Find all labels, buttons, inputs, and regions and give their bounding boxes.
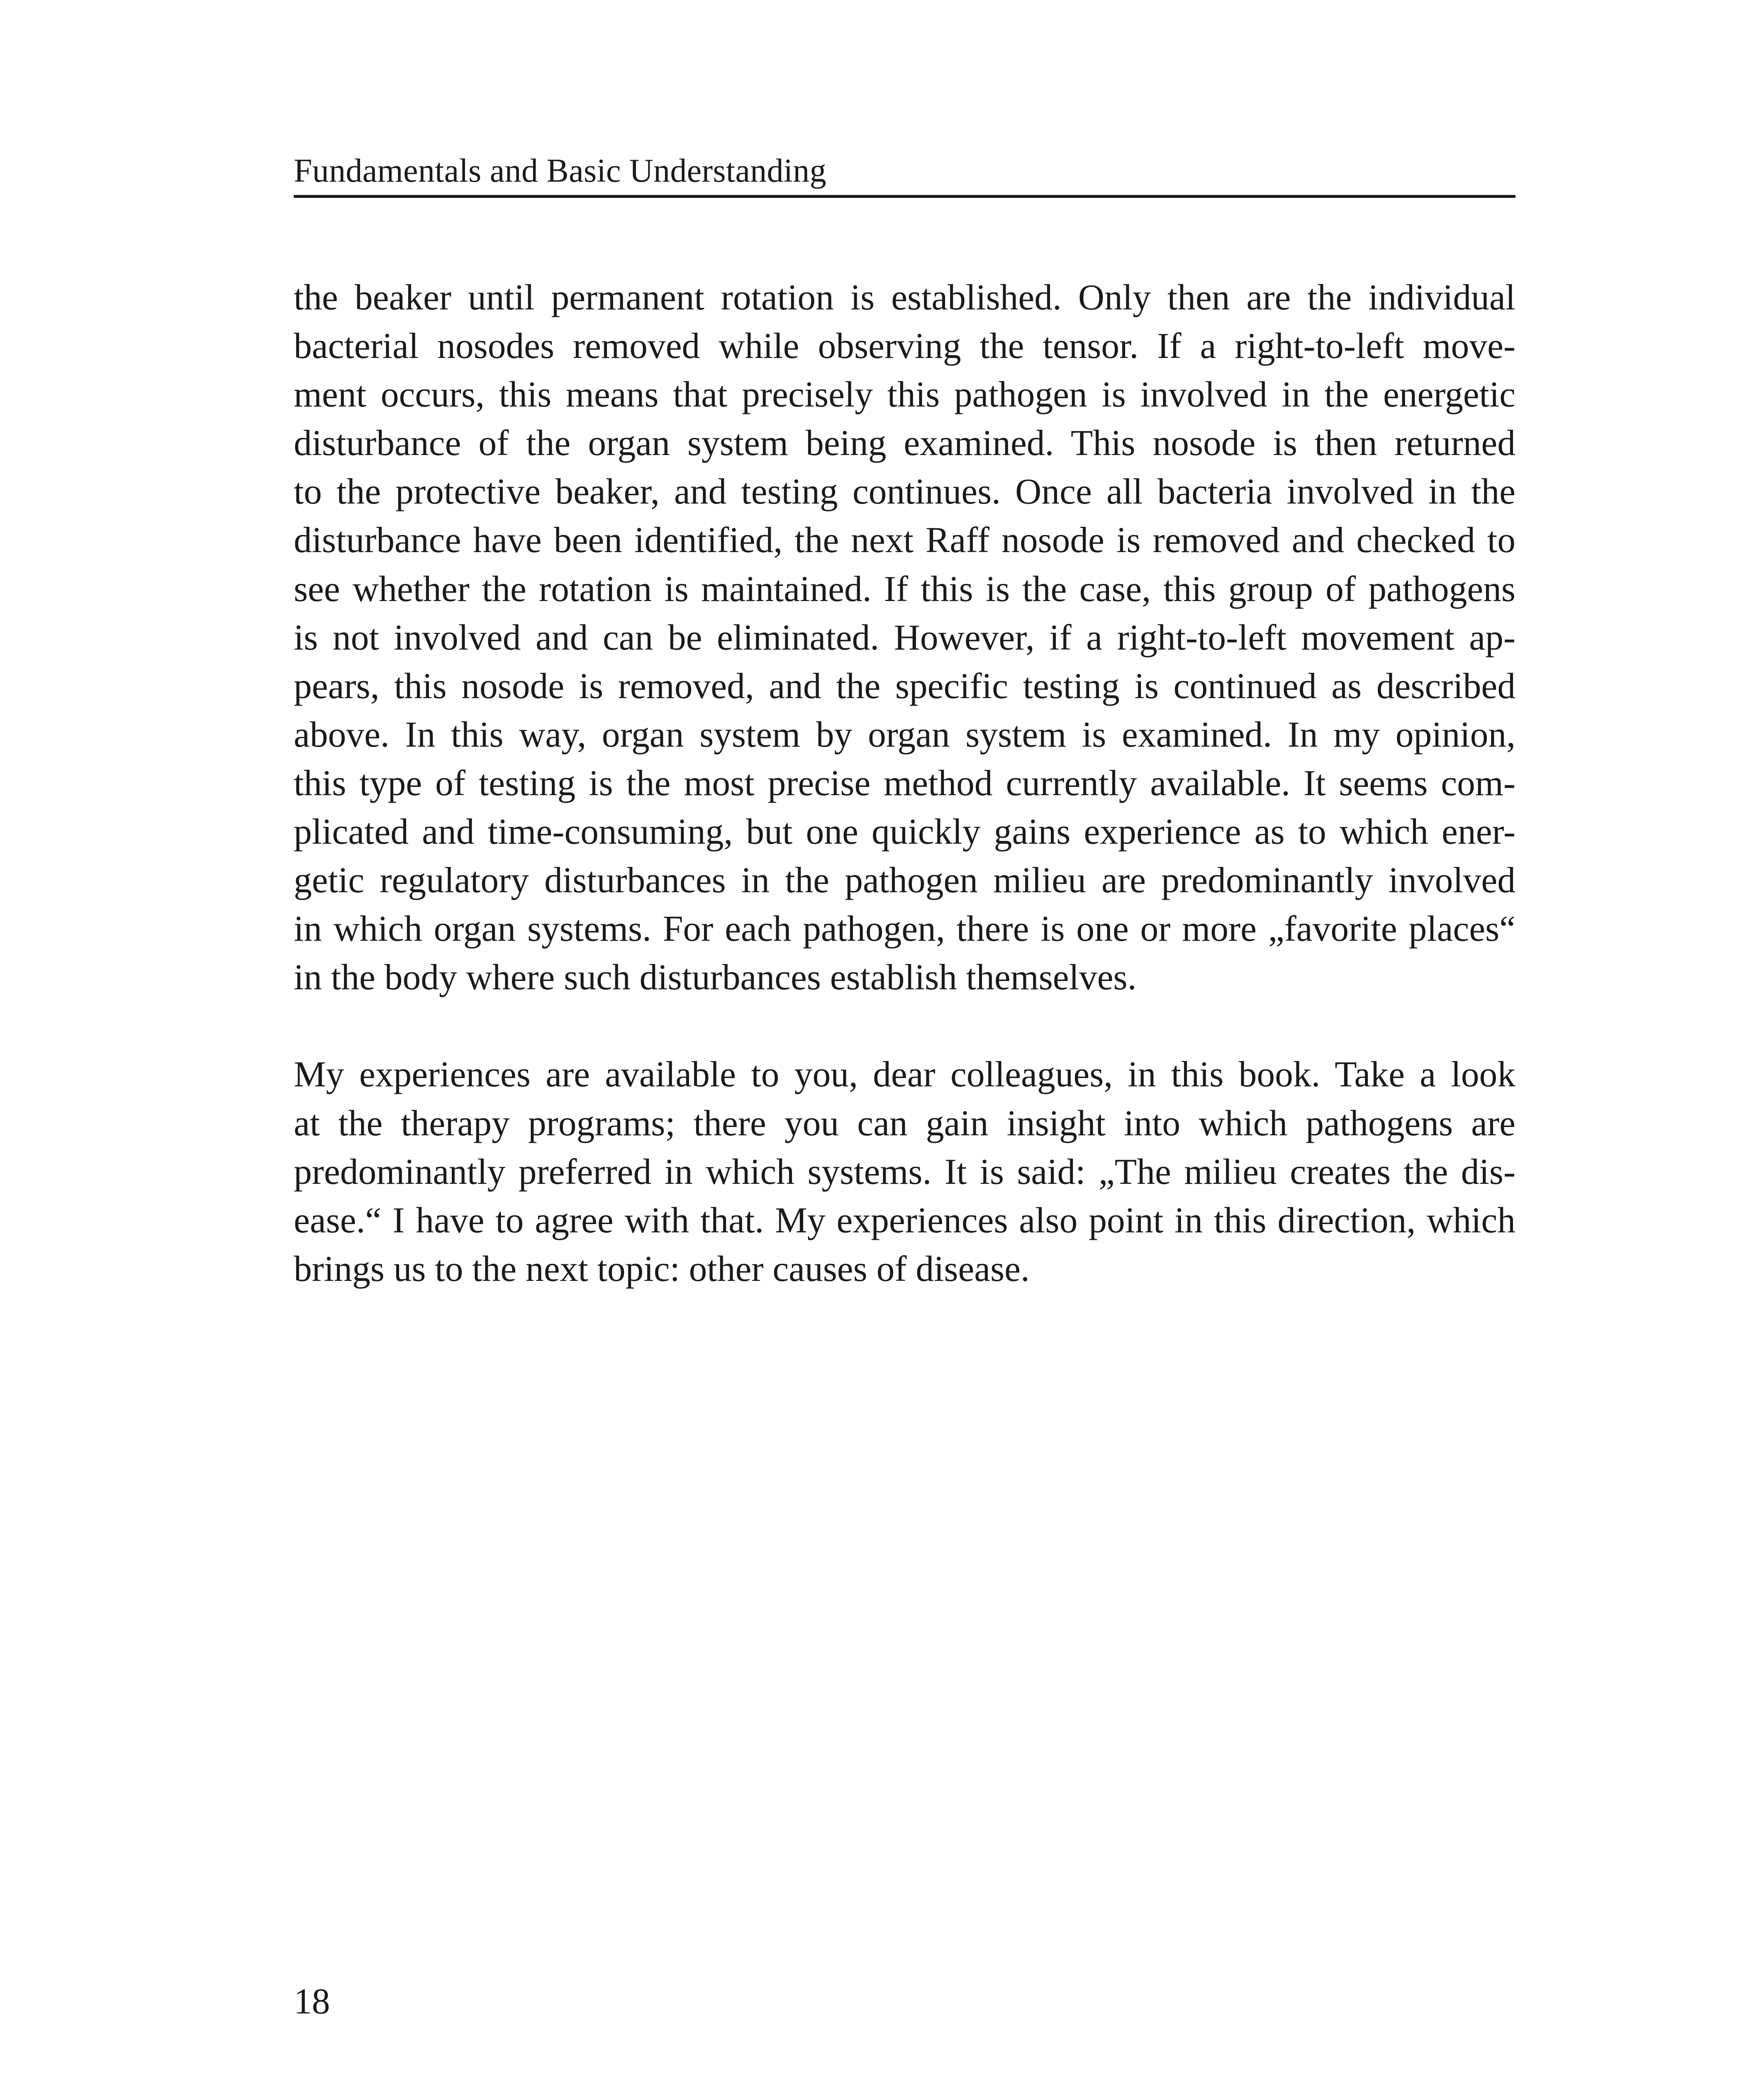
text-line: to the protective beaker, and testing continues. Once all bacteria involved in the bbox=[294, 471, 1515, 512]
paragraph bbox=[294, 1050, 1515, 1293]
text-line: predominantly preferred in which systems. It is said: „The milieu creates the dis- bbox=[294, 1151, 1515, 1192]
text-line: the beaker until permanent rotation is established. Only then are the individual bbox=[294, 277, 1515, 317]
body-text bbox=[294, 273, 1515, 1293]
text-line: pears, this nosode is removed, and the specific testing is continued as described bbox=[294, 665, 1515, 706]
text-line: bacterial nosodes removed while observing the tensor. If a right-to-left move- bbox=[294, 326, 1515, 366]
text-line: in the body where such disturbances establish themselves. bbox=[294, 957, 1137, 998]
text-line: at the therapy programs; there you can gain insight into which pathogens are bbox=[294, 1103, 1515, 1143]
page-number: 18 bbox=[294, 1981, 330, 2021]
running-header bbox=[294, 147, 1515, 198]
text-line: My experiences are available to you, dear colleagues, in this book. Take a look bbox=[294, 1054, 1515, 1095]
text-line: brings us to the next topic: other causes of disease. bbox=[294, 1248, 1030, 1289]
text-line: plicated and time-consuming, but one quickly gains experience as to which ener- bbox=[294, 811, 1515, 852]
text-line: this type of testing is the most precise method currently available. It seems com- bbox=[294, 762, 1515, 803]
text-line: in which organ systems. For each pathogen, there is one or more „favorite places“ bbox=[294, 908, 1515, 949]
text-line: is not involved and can be eliminated. However, if a right-to-left movement ap- bbox=[294, 617, 1515, 657]
text-line: ease.“ I have to agree with that. My experiences also point in this direction, which bbox=[294, 1200, 1515, 1240]
text-line: disturbance of the organ system being examined. This nosode is then returned bbox=[294, 423, 1515, 463]
paragraph bbox=[294, 273, 1515, 1001]
text-line: see whether the rotation is maintained. If this is the case, this group of pathogens bbox=[294, 568, 1515, 609]
text-line: disturbance have been identified, the next Raff nosode is removed and checked to bbox=[294, 520, 1515, 560]
text-line: ment occurs, this means that precisely this pathogen is involved in the energetic bbox=[294, 374, 1515, 415]
text-line: above. In this way, organ system by organ system is examined. In my opinion, bbox=[294, 714, 1515, 755]
running-header-title: Fundamentals and Basic Understanding bbox=[294, 153, 826, 189]
text-line: getic regulatory disturbances in the pathogen milieu are predominantly involved bbox=[294, 860, 1515, 901]
